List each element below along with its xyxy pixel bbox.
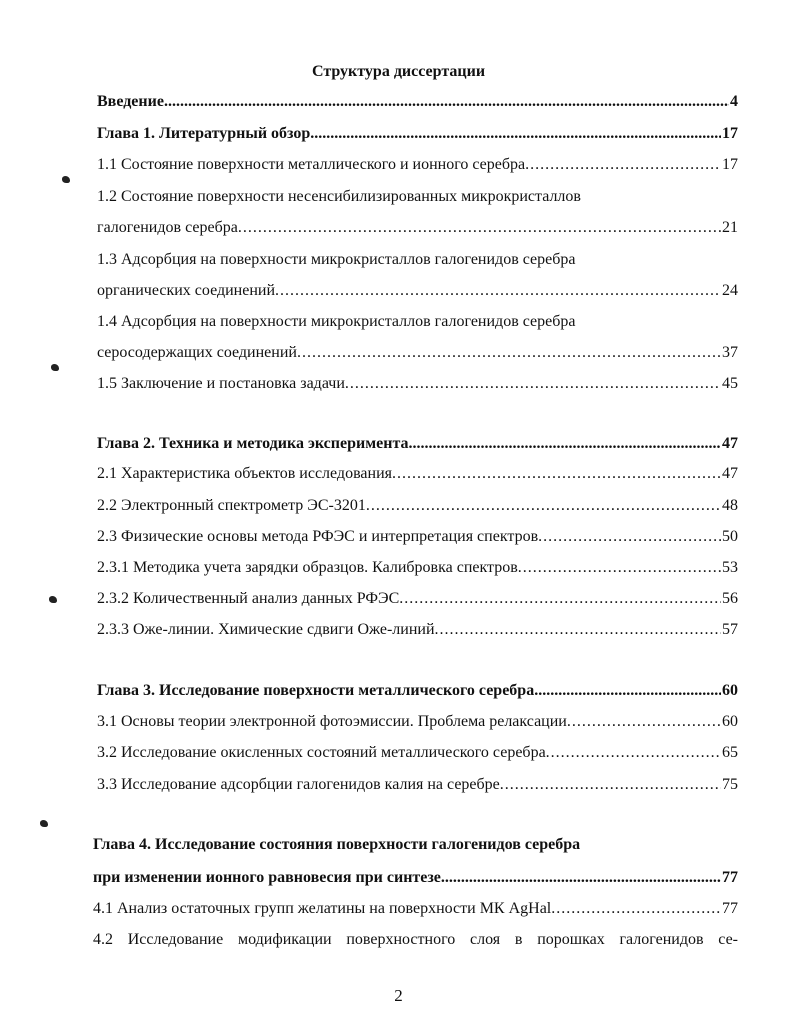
toc-entry-page: 60 <box>722 713 738 730</box>
toc-entry <box>97 776 738 798</box>
toc-entry <box>97 497 738 519</box>
toc-entry <box>97 188 738 210</box>
toc-entry <box>97 156 738 178</box>
toc-entry <box>93 900 738 922</box>
toc-entry <box>97 282 738 304</box>
dot-leader <box>297 344 721 362</box>
toc-entry-title: 2.3.1 Методика учета зарядки образцов. Калибровка спектров <box>97 559 518 576</box>
toc-entry-page: 50 <box>722 528 738 545</box>
dot-leader <box>500 776 721 794</box>
toc-entry <box>97 744 738 766</box>
scan-speck <box>51 364 59 371</box>
toc-entry-page: 65 <box>722 744 738 761</box>
toc-entry-page: 56 <box>722 590 738 607</box>
dot-leader <box>518 559 721 577</box>
toc-entry-title: 3.2 Исследование окисленных состояний металлического серебра <box>97 744 546 761</box>
dot-leader <box>310 125 721 143</box>
toc-entry-page: 37 <box>722 344 738 361</box>
toc-entry-title: 2.3.2 Количественный анализ данных РФЭС <box>97 590 400 607</box>
toc-entry-page: 77 <box>722 869 738 886</box>
page-title: Структура диссертации <box>311 63 486 80</box>
toc-entry <box>93 836 738 858</box>
toc-entry-page: 77 <box>722 900 738 917</box>
toc-entry-title: 1.5 Заключение и постановка задачи <box>97 375 345 392</box>
dot-leader <box>534 682 721 700</box>
toc-entry <box>97 125 738 147</box>
dot-leader <box>551 900 721 918</box>
toc-entry-title: 2.3 Физические основы метода РФЭС и интерпретация спектров <box>97 528 539 545</box>
dot-leader <box>441 869 721 887</box>
toc-entry-title: Глава 2. Техника и методика эксперимента <box>97 435 409 452</box>
toc-entry-page: 24 <box>722 282 738 299</box>
toc-entry <box>97 590 738 612</box>
toc-entry-title: 4.2 Исследование модификации поверхностного слоя в порошках галогенидов се- <box>93 931 738 948</box>
dot-leader <box>399 590 721 608</box>
toc-entry-page: 4 <box>730 93 738 110</box>
toc-entry <box>97 251 738 273</box>
toc-entry-page: 53 <box>722 559 738 576</box>
toc-entry <box>97 559 738 581</box>
toc-entry-title: Глава 3. Исследование поверхности металлического серебра <box>97 682 535 699</box>
dot-leader <box>435 621 722 639</box>
toc-entry-page: 17 <box>722 125 738 142</box>
toc-entry-page: 21 <box>722 219 738 236</box>
dot-leader <box>392 465 721 483</box>
dot-leader <box>567 713 721 731</box>
scan-speck <box>62 176 70 183</box>
page-number: 2 <box>394 986 403 1005</box>
dot-leader <box>164 93 729 111</box>
toc-entry-title: 2.1 Характеристика объектов исследования <box>97 465 392 482</box>
toc-entry <box>97 344 738 366</box>
toc-entry-page: 17 <box>722 156 738 173</box>
toc-entry-title: 4.1 Анализ остаточных групп желатины на поверхности МК AgHal <box>93 900 552 917</box>
toc-entry-title: Введение <box>97 93 164 110</box>
dot-leader <box>366 497 721 515</box>
toc-entry <box>97 435 738 457</box>
toc-entry <box>97 713 738 735</box>
toc-entry <box>97 219 738 241</box>
toc-entry-title: галогенидов серебра <box>97 219 238 236</box>
toc-entry-page: 47 <box>722 465 738 482</box>
dot-leader <box>238 219 721 237</box>
dot-leader <box>538 528 721 546</box>
toc-entry-title: 2.3.3 Оже-линии. Химические сдвиги Оже-линий <box>97 621 435 638</box>
dot-leader <box>546 744 721 762</box>
toc-entry-title: 2.2 Электронный спектрометр ЭС-3201 <box>97 497 366 514</box>
toc-entry-title: Глава 1. Литературный обзор <box>97 125 311 142</box>
dot-leader <box>409 435 722 453</box>
dot-leader <box>275 282 721 300</box>
toc-entry <box>93 931 738 953</box>
toc-entry-title: 1.2 Состояние поверхности несенсибилизированных микрокристаллов <box>97 188 581 205</box>
toc-entry-title: 1.3 Адсорбция на поверхности микрокристаллов галогенидов серебра <box>97 251 576 268</box>
toc-entry-page: 60 <box>722 682 738 699</box>
toc-entry-title: серосодержащих соединений <box>97 344 297 361</box>
dot-leader <box>525 156 721 174</box>
scan-speck <box>49 596 57 603</box>
toc-entry <box>97 682 738 704</box>
toc-entry-title: 1.1 Состояние поверхности металлического и ионного серебра <box>97 156 526 173</box>
toc-entry <box>97 313 738 335</box>
dot-leader <box>345 375 721 393</box>
toc-entry-page: 45 <box>722 375 738 392</box>
toc-entry <box>97 375 738 397</box>
toc-entry-page: 57 <box>722 621 738 638</box>
toc-entry-title: 1.4 Адсорбция на поверхности микрокристаллов галогенидов серебра <box>97 313 576 330</box>
toc-entry-title: 3.1 Основы теории электронной фотоэмиссии. Проблема релаксации <box>97 713 567 730</box>
toc-entry-page: 75 <box>722 776 738 793</box>
toc-entry <box>93 869 738 891</box>
toc-entry <box>97 93 738 115</box>
scan-speck <box>40 820 48 827</box>
toc-entry <box>97 621 738 643</box>
toc-entry <box>97 528 738 550</box>
toc-entry-title: органических соединений <box>97 282 276 299</box>
toc-entry <box>97 465 738 487</box>
toc-entry-title: при изменении ионного равновесия при синтезе <box>93 869 441 886</box>
toc-entry-title: 3.3 Исследование адсорбции галогенидов калия на серебре <box>97 776 500 793</box>
toc-entry-title: Глава 4. Исследование состояния поверхности галогенидов серебра <box>93 836 581 853</box>
toc-entry-page: 47 <box>722 435 738 452</box>
toc-entry-page: 48 <box>722 497 738 514</box>
